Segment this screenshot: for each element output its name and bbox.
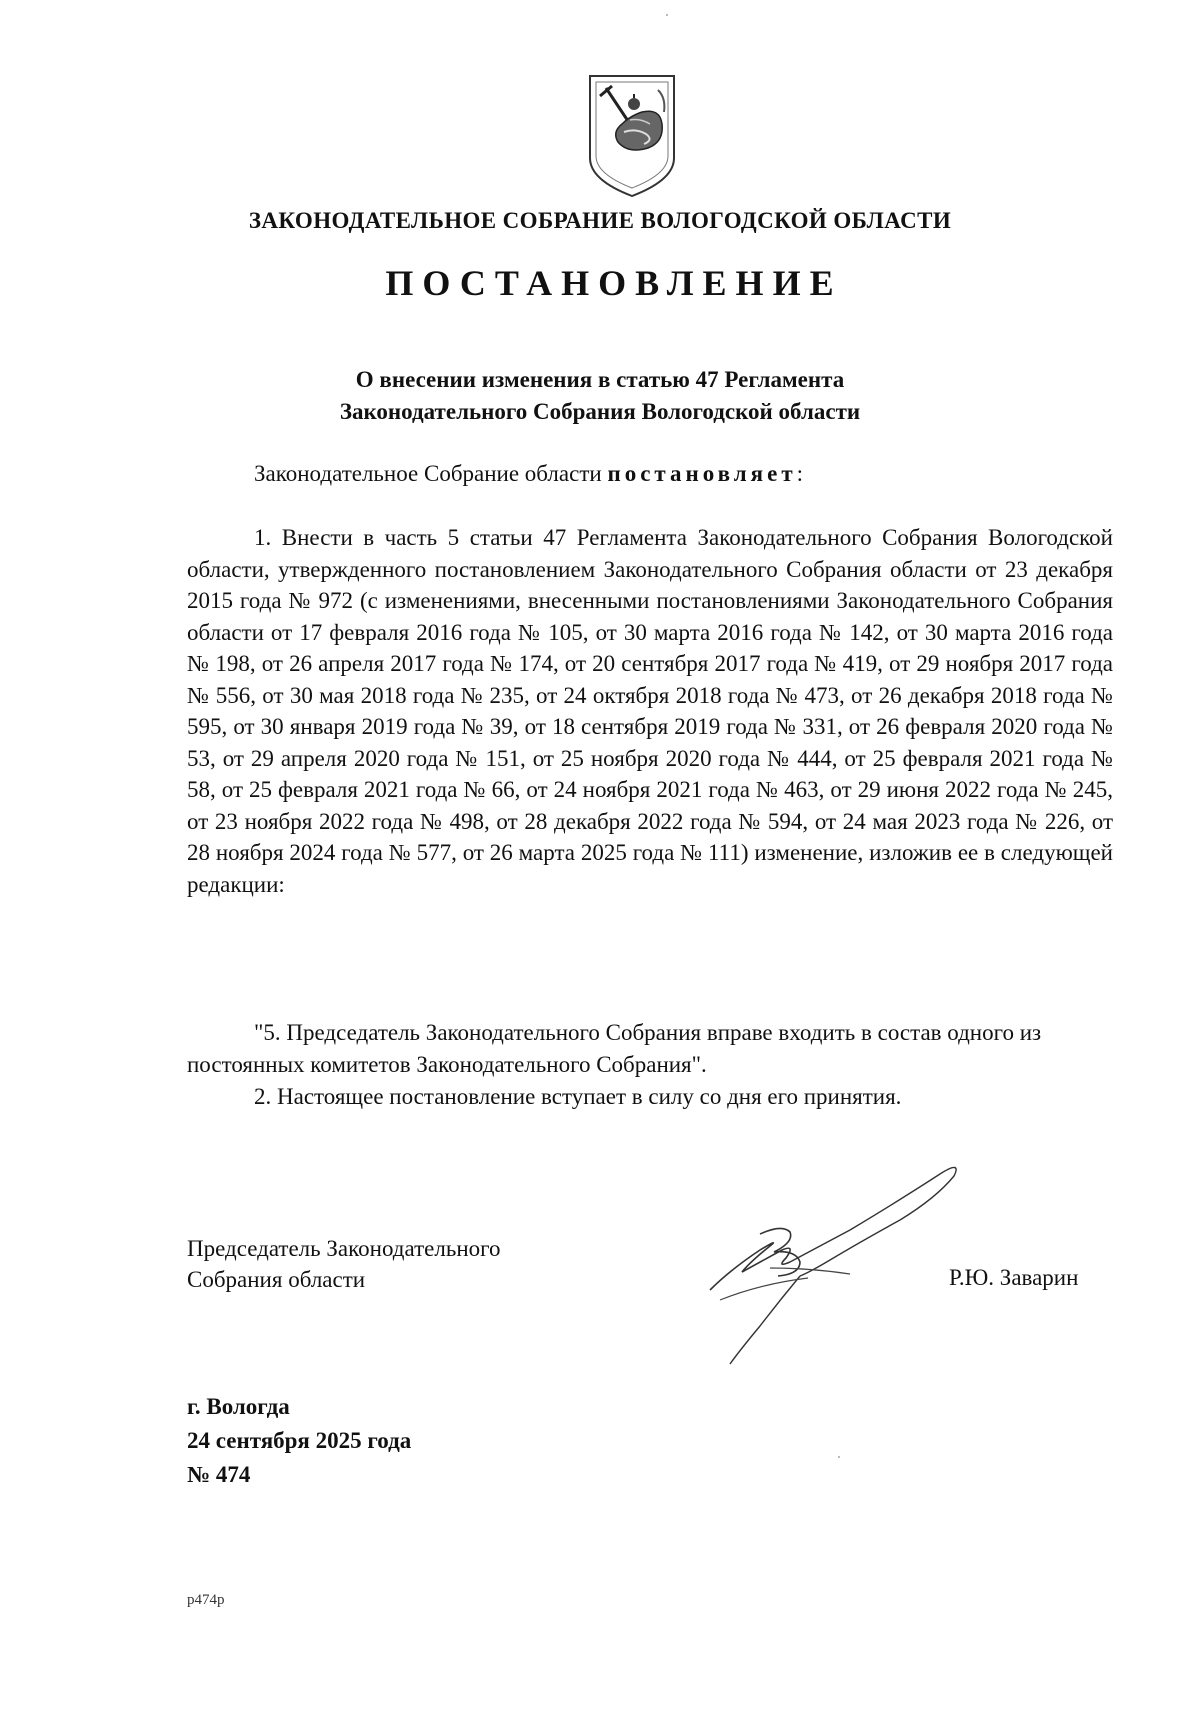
title-line-2: Законодательного Собрания Вологодской области (339, 399, 861, 424)
preamble-text: Законодательное Собрание области (254, 461, 602, 486)
title-line-1: О внесении изменения в статью 47 Регламента (355, 367, 845, 392)
organization-heading: ЗАКОНОДАТЕЛЬНОЕ СОБРАНИЕ ВОЛОГОДСКОЙ ОБЛАСТИ (248, 208, 952, 233)
signatory-position (187, 1233, 501, 1295)
signatory-name: Р.Ю. Заварин (949, 1265, 1079, 1290)
place-date-number (187, 1390, 411, 1492)
city: г. Вологда (187, 1394, 290, 1419)
position-line-1: Председатель Законодательного (187, 1236, 501, 1261)
adoption-date: 24 сентября 2025 года (187, 1428, 412, 1453)
paragraph-quote: "5. Председатель Законодательного Собрания вправе входить в состав одного из постоянных комитетов Законодательного Собрания". (187, 1020, 1042, 1077)
document-code: р474р (187, 1592, 225, 1608)
document-number: № 474 (187, 1462, 251, 1487)
paragraph-item-2: 2. Настоящее постановление вступает в силу со дня его принятия. (254, 1084, 902, 1109)
preamble-colon: : (796, 461, 804, 486)
scan-speck (666, 14, 668, 16)
document-type-heading: ПОСТАНОВЛЕНИЕ (385, 263, 843, 303)
position-line-2: Собрания области (187, 1267, 366, 1292)
document-title (0, 364, 1200, 428)
preamble-emphasis: постановляет (607, 461, 797, 486)
preamble (187, 458, 1113, 490)
coat-of-arms-icon (584, 72, 680, 200)
scan-speck (838, 1456, 840, 1458)
paragraph-item-1: 1. Внести в часть 5 статьи 47 Регламента Законодательного Собрания Вологодской области, утвержденного постановлением Законодательного Собрания области от 23 декабря 2015 года № 972 (с изменениями, внесенными постановлениями Законодательного Собрания области от 17 февраля 2016 года № 105, от 30 марта 2016 года № 142, от 30 марта 2016 года № 198, от 26 апреля 2017 года № 174, от 20 сентября 2017 года № 419, от 29 ноября 2017 года № 556, от 30 мая 2018 года № 235, от 24 октября 2018 года № 473, от 26 декабря 2018 года № 595, от 30 января 2019 года № 39, от 18 сентября 2019 года № 331, от 26 февраля 2020 года № 53, от 29 апреля 2020 года № 151, от 25 ноября 2020 года № 444, от 25 февраля 2021 года № 58, от 25 февраля 2021 года № 66, от 24 ноября 2021 года № 463, от 29 июня 2022 года № 245, от 23 ноября 2022 года № 498, от 28 декабря 2022 года № 594, от 24 мая 2023 года № 226, от 28 ноября 2024 года № 577, от 26 марта 2025 года № 111) изменение, изложив ее в следующей редакции: (187, 525, 1113, 897)
